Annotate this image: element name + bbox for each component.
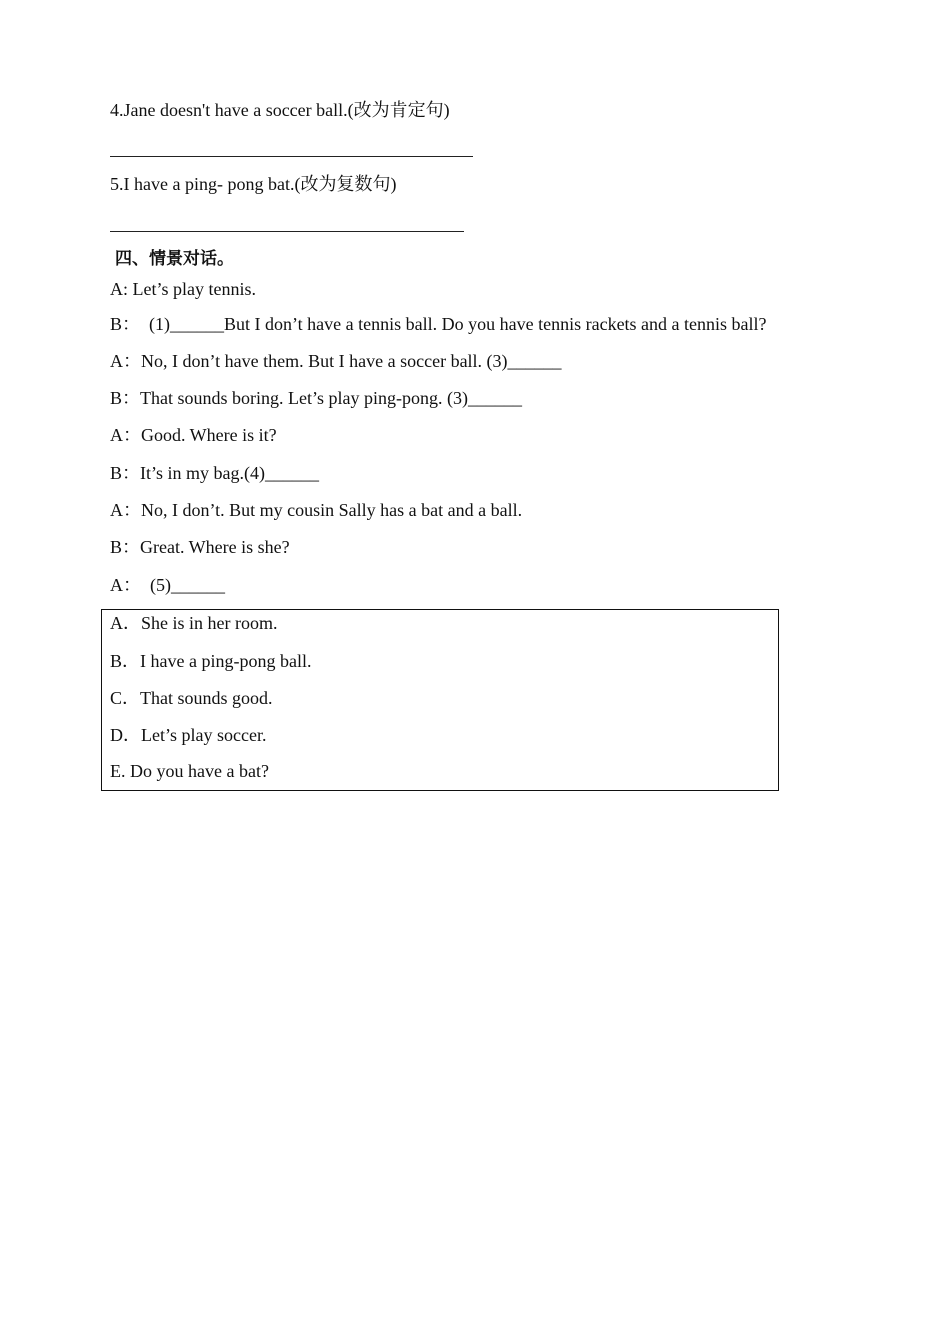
dialogue-line-8: B：Great. Where is she?: [110, 537, 290, 557]
section-heading: 四、情景对话。: [115, 249, 234, 269]
dialogue-line-7: A：No, I don’t. But my cousin Sally has a bat and a ball.: [110, 500, 523, 520]
dialogue-line-1: A: Let’s play tennis.: [110, 279, 256, 299]
dialogue-line-2: B： (1)______But I don’t have a tennis ball. Do you have tennis rackets and a tennis ball?: [110, 314, 767, 334]
answer-line-4: [110, 156, 473, 157]
option-a: A．She is in her room.: [110, 613, 278, 633]
option-d: D．Let’s play soccer.: [110, 725, 267, 745]
question-5: 5.I have a ping- pong bat.(改为复数句): [110, 174, 397, 194]
dialogue-line-6: B：It’s in my bag.(4)______: [110, 463, 319, 483]
dialogue-line-3: A：No, I don’t have them. But I have a soccer ball. (3)______: [110, 351, 562, 371]
question-4: 4.Jane doesn't have a soccer ball.(改为肯定句): [110, 100, 450, 120]
dialogue-line-4: B：That sounds boring. Let’s play ping-pong. (3)______: [110, 388, 522, 408]
option-c: C．That sounds good.: [110, 688, 273, 708]
answer-line-5: [110, 231, 464, 232]
dialogue-line-5: A：Good. Where is it?: [110, 425, 277, 445]
option-e: E. Do you have a bat?: [110, 761, 269, 781]
dialogue-line-9: A： (5)______: [110, 575, 225, 595]
option-b: B．I have a ping-pong ball.: [110, 651, 312, 671]
